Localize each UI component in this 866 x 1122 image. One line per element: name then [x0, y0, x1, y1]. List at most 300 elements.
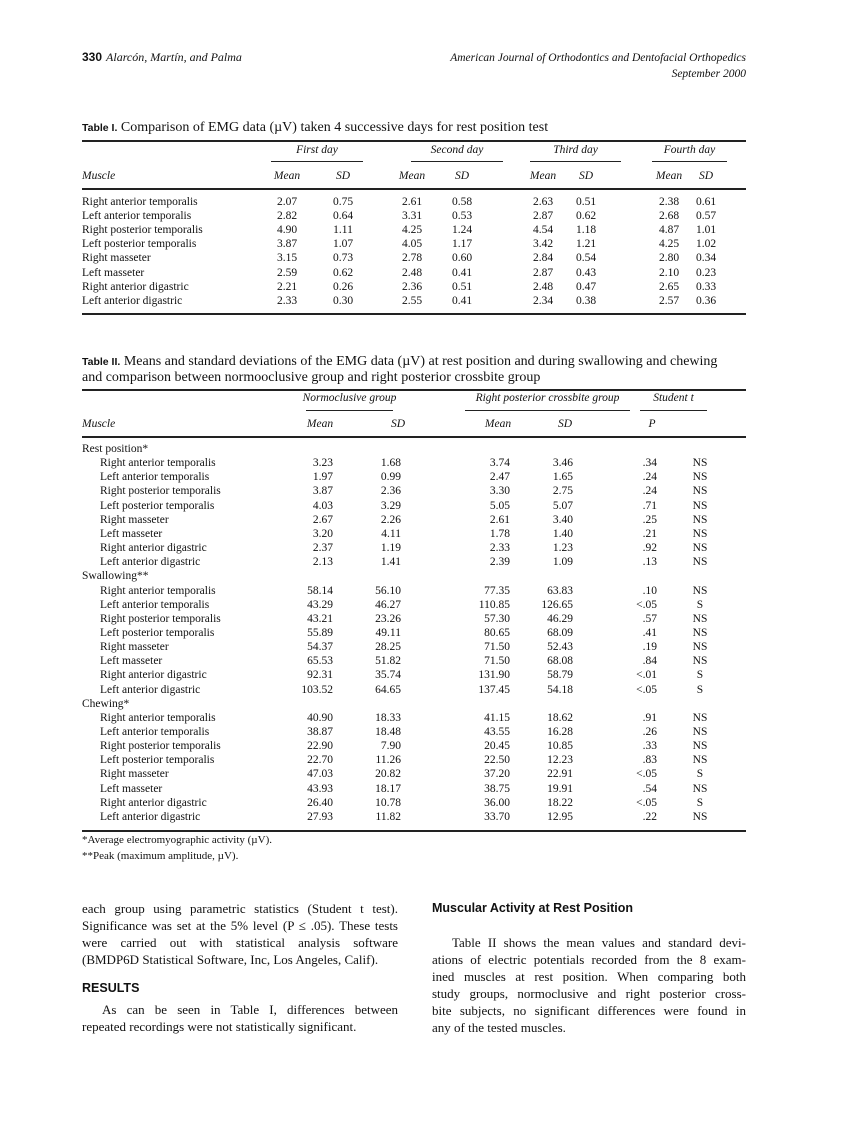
table-cell: 52.43 — [547, 641, 573, 654]
text-line: (BMDP6D Statistical Software, Inc, Los Angeles, Calif). — [82, 952, 379, 967]
paragraph-rest-position — [432, 934, 746, 1036]
table-cell: <.05 — [636, 683, 657, 696]
table-cell: .22 — [642, 810, 657, 823]
table-cell: <.01 — [636, 669, 657, 682]
table-cell: 18.62 — [547, 711, 573, 724]
table-cell: 7.90 — [380, 740, 401, 753]
section-label: Swallowing** — [82, 570, 149, 583]
significance: NS — [692, 726, 708, 738]
table-cell: .25 — [642, 513, 657, 526]
table-cell: 2.75 — [552, 485, 573, 498]
column-header: P — [648, 418, 656, 430]
text-line: each group using parametric statistics (Student t test). — [82, 901, 398, 916]
table-cell: 2.33 — [489, 542, 510, 555]
table-cell: 137.45 — [478, 683, 510, 696]
table-cell: 0.23 — [695, 266, 717, 279]
table-cell: 1.65 — [552, 471, 573, 484]
table-cell: 1.18 — [575, 224, 597, 237]
significance: NS — [692, 556, 708, 569]
column-header: Mean — [273, 170, 301, 182]
table-cell: 18.22 — [547, 796, 573, 809]
column-group-header: Normoclusive group — [302, 392, 397, 404]
table-cell: 3.29 — [380, 499, 401, 512]
table-cell: 35.74 — [375, 669, 401, 682]
table-cell: 3.40 — [552, 513, 573, 526]
table-cell: .84 — [642, 655, 657, 668]
table-cell: .26 — [642, 726, 657, 738]
table-cell: 2.78 — [401, 252, 423, 265]
column-group-header: Right posterior crossbite group — [475, 392, 620, 404]
table-cell: 77.35 — [484, 584, 510, 597]
section-label: Rest position* — [82, 443, 149, 455]
table-cell: 3.74 — [489, 457, 510, 470]
table-cell: 0.26 — [332, 280, 354, 293]
table-cell: 43.55 — [484, 726, 510, 738]
table-cell: 3.31 — [401, 210, 423, 223]
significance: NS — [692, 810, 708, 823]
table-cell: <.05 — [636, 598, 657, 611]
table-cell: 19.91 — [547, 782, 573, 795]
significance: NS — [692, 626, 708, 639]
muscle-name: Right anterior temporalis — [82, 196, 198, 208]
table-cell: 2.47 — [489, 471, 510, 484]
table-cell: 1.68 — [380, 457, 401, 470]
authors: Alarcón, Martín, and Palma — [106, 50, 242, 64]
table-cell: 12.23 — [547, 754, 573, 767]
table-cell: .19 — [642, 641, 657, 654]
table-cell: 2.48 — [401, 266, 423, 279]
significance: NS — [692, 542, 708, 555]
column-group-underline — [411, 161, 503, 162]
table-cell: 4.11 — [381, 527, 401, 540]
table-cell: 3.87 — [312, 485, 333, 498]
section-heading: Muscular Activity at Rest Position — [432, 901, 633, 915]
table-cell: 2.38 — [658, 196, 680, 208]
table-cell: 26.40 — [307, 796, 333, 809]
table-cell: 11.26 — [375, 754, 401, 767]
table-cell: 22.90 — [307, 740, 333, 753]
table1-top-rule — [82, 140, 746, 142]
table-cell: 2.59 — [276, 266, 298, 279]
table-cell: 1.40 — [552, 527, 573, 540]
column-header: Mean — [306, 418, 334, 430]
column-header: Mean — [655, 170, 683, 182]
table1-bottom-rule — [82, 313, 746, 315]
table2-header-rule — [82, 436, 746, 438]
column-header: Mean — [484, 418, 512, 430]
column-header: SD — [698, 170, 714, 182]
text-line: ined muscles at rest position. When comparing both — [432, 969, 746, 984]
table-cell: .41 — [642, 626, 657, 639]
muscle-name: Left anterior digastric — [82, 294, 183, 307]
table-cell: 0.43 — [575, 266, 597, 279]
table-cell: 1.07 — [332, 238, 354, 251]
footnote-2: **Peak (maximum amplitude, µV). — [82, 850, 239, 862]
significance: NS — [692, 471, 708, 484]
table-cell: .83 — [642, 754, 657, 767]
table-cell: .10 — [642, 584, 657, 597]
muscle-name: Left anterior temporalis — [100, 726, 210, 738]
muscle-name: Right posterior temporalis — [82, 224, 203, 237]
table-cell: .13 — [642, 556, 657, 569]
table-cell: 2.36 — [380, 485, 401, 498]
table-cell: .24 — [642, 485, 657, 498]
muscle-name: Left anterior digastric — [100, 683, 201, 696]
table-cell: 1.23 — [552, 542, 573, 555]
table-cell: 2.36 — [401, 280, 423, 293]
table-cell: 0.58 — [451, 196, 473, 208]
table-cell: 11.82 — [375, 810, 401, 823]
table-cell: 4.90 — [276, 224, 298, 237]
table2-caption: Table II. Means and standard deviations of the EMG data (µV) at rest position and during swallowing and chewing and comparison between normooclusive group and right posterior crossbite group — [82, 354, 718, 385]
table-cell: 38.75 — [484, 782, 510, 795]
table-cell: 1.09 — [552, 556, 573, 569]
table-cell: 57.30 — [484, 612, 510, 625]
table-cell: 65.53 — [307, 655, 333, 668]
column-group-header: Fourth day — [663, 144, 716, 156]
column-header: Mean — [398, 170, 426, 182]
significance: NS — [692, 740, 708, 753]
table-cell: 2.21 — [276, 280, 298, 293]
muscle-name: Right anterior temporalis — [100, 584, 216, 597]
table-cell: 0.41 — [451, 294, 473, 307]
table-cell: 2.37 — [312, 542, 333, 555]
muscle-header: Muscle — [82, 418, 116, 430]
muscle-header: Muscle — [82, 170, 116, 182]
column-group-header: Second day — [430, 144, 484, 156]
table-cell: 20.45 — [484, 740, 510, 753]
table-cell: 5.07 — [552, 499, 573, 512]
table-cell: 0.41 — [451, 266, 473, 279]
running-header-left — [82, 50, 242, 65]
table-cell: 33.70 — [484, 810, 510, 823]
significance: NS — [692, 485, 708, 498]
column-group-header: Third day — [553, 144, 598, 156]
table-cell: 18.33 — [375, 711, 401, 724]
table-cell: 2.61 — [401, 196, 423, 208]
significance: NS — [692, 527, 708, 540]
table-cell: 43.21 — [307, 612, 333, 625]
table-cell: 4.03 — [312, 499, 333, 512]
significance: NS — [692, 612, 708, 625]
muscle-name: Right posterior temporalis — [100, 485, 221, 498]
table-cell: 126.65 — [541, 598, 573, 611]
table-cell: 64.65 — [375, 683, 401, 696]
table-cell: 54.18 — [547, 683, 573, 696]
table-cell: 0.60 — [451, 252, 473, 265]
table-cell: 131.90 — [478, 669, 510, 682]
muscle-name: Right anterior digastric — [100, 796, 207, 809]
table-cell: 2.87 — [532, 210, 554, 223]
significance: NS — [692, 499, 708, 512]
table-cell: 2.07 — [276, 196, 298, 208]
table-cell: .21 — [642, 527, 657, 540]
column-header: SD — [390, 418, 406, 430]
table-cell: 0.30 — [332, 294, 354, 307]
table-cell: 46.29 — [547, 612, 573, 625]
muscle-name: Left masseter — [100, 527, 163, 540]
table-cell: <.05 — [636, 796, 657, 809]
table-cell: 55.89 — [307, 626, 333, 639]
table2-bottom-rule — [82, 830, 746, 832]
muscle-name: Right posterior temporalis — [100, 740, 221, 753]
table-cell: 110.85 — [478, 598, 510, 611]
muscle-name: Right anterior temporalis — [100, 457, 216, 470]
table-cell: 10.85 — [547, 740, 573, 753]
table-cell: 38.87 — [307, 726, 333, 738]
paragraph-results — [82, 1001, 398, 1035]
table-cell: 1.41 — [380, 556, 401, 569]
column-header: SD — [454, 170, 470, 182]
significance: S — [696, 683, 704, 696]
table-cell: 5.05 — [489, 499, 510, 512]
running-header-right — [450, 50, 746, 82]
text-line: study groups, normoclusive and right posterior cross- — [432, 986, 746, 1001]
table-cell: 2.55 — [401, 294, 423, 307]
table-cell: 0.38 — [575, 294, 597, 307]
muscle-name: Left anterior digastric — [100, 556, 201, 569]
text-line: As can be seen in Table I, differences between — [102, 1002, 398, 1017]
column-group-underline — [271, 161, 363, 162]
table-cell: 1.02 — [695, 238, 717, 251]
table-cell: 68.09 — [547, 626, 573, 639]
table-cell: 0.51 — [575, 196, 597, 208]
column-header: SD — [578, 170, 594, 182]
table2-top-rule — [82, 389, 746, 391]
table1-caption: Table I. Comparison of EMG data (µV) taken 4 successive days for rest position test — [82, 120, 549, 135]
table-cell: 0.33 — [695, 280, 717, 293]
table-cell: 37.20 — [484, 768, 510, 781]
muscle-name: Right anterior digastric — [100, 669, 207, 682]
table-cell: 40.90 — [307, 711, 333, 724]
table-cell: 2.61 — [489, 513, 510, 526]
text-line: Table II shows the mean values and standard devi- — [452, 935, 746, 950]
muscle-name: Left masseter — [82, 266, 145, 279]
table-cell: 1.78 — [489, 527, 510, 540]
footnote-1: *Average electromyographic activity (µV). — [82, 834, 272, 846]
table-cell: 0.53 — [451, 210, 473, 223]
table-cell: .91 — [642, 711, 657, 724]
table-cell: 2.84 — [532, 252, 554, 265]
muscle-name: Right anterior temporalis — [100, 711, 216, 724]
table-cell: 0.54 — [575, 252, 597, 265]
table-cell: 43.29 — [307, 598, 333, 611]
table-cell: 0.62 — [332, 266, 354, 279]
text-line: any of the tested muscles. — [432, 1020, 566, 1035]
table-cell: 0.47 — [575, 280, 597, 293]
table-cell: 2.80 — [658, 252, 680, 265]
table-cell: 4.87 — [658, 224, 680, 237]
body-right-column — [432, 900, 746, 1036]
significance: S — [696, 669, 704, 682]
table-cell: .71 — [642, 499, 657, 512]
muscle-name: Right anterior digastric — [82, 280, 189, 293]
table-cell: 2.26 — [380, 513, 401, 526]
table-cell: 3.30 — [489, 485, 510, 498]
table-cell: 2.34 — [532, 294, 554, 307]
table1-header-rule — [82, 188, 746, 190]
journal-name: American Journal of Orthodontics and Dentofacial Orthopedics — [450, 52, 746, 64]
significance: S — [696, 768, 704, 781]
table-cell: .33 — [642, 740, 657, 753]
significance: NS — [692, 584, 708, 597]
issue-date: September 2000 — [671, 68, 746, 80]
table-cell: 4.05 — [401, 238, 423, 251]
table-cell: 54.37 — [307, 641, 333, 654]
column-header: SD — [335, 170, 351, 182]
table-cell: 80.65 — [484, 626, 510, 639]
column-header: Mean — [529, 170, 557, 182]
table-cell: 43.93 — [307, 782, 333, 795]
column-group-underline — [465, 410, 630, 411]
results-heading: RESULTS — [82, 981, 140, 995]
table-cell: 12.95 — [547, 810, 573, 823]
text-line: were carried out with statistical analysis software — [82, 935, 398, 950]
section-label: Chewing* — [82, 697, 130, 710]
page-number: 330 — [82, 50, 103, 64]
table-cell: 28.25 — [375, 641, 401, 654]
column-group-underline — [306, 410, 393, 411]
table-cell: .24 — [642, 471, 657, 484]
table-cell: 2.82 — [276, 210, 298, 223]
table-cell: 4.54 — [532, 224, 554, 237]
table-cell: .92 — [642, 542, 657, 555]
table-cell: 0.34 — [695, 252, 717, 265]
column-group-underline — [652, 161, 727, 162]
table-cell: 0.73 — [332, 252, 354, 265]
table-cell: 1.21 — [575, 238, 597, 251]
table-cell: 18.48 — [375, 726, 401, 738]
column-group-underline — [530, 161, 621, 162]
table-cell: 3.42 — [532, 238, 554, 251]
muscle-name: Left posterior temporalis — [100, 754, 215, 767]
muscle-name: Right anterior digastric — [100, 542, 207, 555]
table-cell: 2.63 — [532, 196, 554, 208]
table-cell: 2.39 — [489, 556, 510, 569]
table-cell: 0.62 — [575, 210, 597, 223]
table-cell: 3.20 — [312, 527, 333, 540]
significance: NS — [692, 711, 708, 724]
table-cell: 2.68 — [658, 210, 680, 223]
table-cell: 2.87 — [532, 266, 554, 279]
table-cell: 2.33 — [276, 294, 298, 307]
muscle-name: Right masseter — [100, 641, 169, 654]
table-cell: 2.65 — [658, 280, 680, 293]
paragraph-methods — [82, 900, 398, 968]
table-cell: 92.31 — [307, 669, 333, 682]
muscle-name: Left posterior temporalis — [100, 499, 215, 512]
table-cell: 2.10 — [658, 266, 680, 279]
significance: NS — [692, 655, 708, 668]
table-cell: 18.17 — [375, 782, 401, 795]
muscle-name: Right masseter — [82, 252, 151, 265]
column-group-header: Student t — [653, 392, 694, 404]
table-cell: 1.19 — [380, 542, 401, 555]
table-cell: 0.99 — [380, 471, 401, 484]
table-cell: .54 — [642, 782, 657, 795]
table-cell: 20.82 — [375, 768, 401, 781]
column-group-underline — [640, 410, 707, 411]
table-cell: 3.87 — [276, 238, 298, 251]
table-cell: 2.67 — [312, 513, 333, 526]
text-line: Significance was set at the 5% level (P ≤ .05). These tests — [82, 918, 398, 933]
muscle-name: Left masseter — [100, 782, 163, 795]
significance: NS — [692, 641, 708, 654]
muscle-name: Left posterior temporalis — [82, 238, 197, 251]
table-cell: 3.23 — [312, 457, 333, 470]
table-cell: 4.25 — [401, 224, 423, 237]
table-cell: 0.57 — [695, 210, 717, 223]
table-cell: 1.01 — [695, 224, 717, 237]
muscle-name: Right posterior temporalis — [100, 612, 221, 625]
table-cell: 36.00 — [484, 796, 510, 809]
table-cell: 71.50 — [484, 655, 510, 668]
table-cell: 23.26 — [375, 612, 401, 625]
table-cell: .57 — [642, 612, 657, 625]
table-cell: 2.48 — [532, 280, 554, 293]
text-line: ations of electric potentials recorded from the 8 exam- — [432, 952, 746, 967]
table-cell: 27.93 — [307, 810, 333, 823]
significance: S — [696, 796, 704, 809]
table-cell: <.05 — [636, 768, 657, 781]
muscle-name: Left anterior temporalis — [100, 598, 210, 611]
text-line: repeated recordings were not statistically significant. — [82, 1019, 357, 1034]
table-cell: 46.27 — [375, 598, 401, 611]
table-cell: 0.64 — [332, 210, 354, 223]
table-cell: 2.57 — [658, 294, 680, 307]
table-cell: 1.24 — [451, 224, 473, 237]
table-cell: 71.50 — [484, 641, 510, 654]
table-cell: 103.52 — [301, 683, 333, 696]
table-cell: 68.08 — [547, 655, 573, 668]
table-cell: 0.51 — [451, 280, 473, 293]
significance: NS — [692, 782, 708, 795]
significance: NS — [692, 513, 708, 526]
table-cell: 1.11 — [333, 224, 353, 237]
table-cell: 56.10 — [375, 584, 401, 597]
table-cell: 0.75 — [332, 196, 354, 208]
muscle-name: Left anterior temporalis — [100, 471, 210, 484]
table-cell: 0.36 — [695, 294, 717, 307]
table-cell: 58.14 — [307, 584, 333, 597]
table-cell: 49.11 — [375, 626, 401, 639]
table-cell: 22.91 — [547, 768, 573, 781]
muscle-name: Right masseter — [100, 513, 169, 526]
muscle-name: Left masseter — [100, 655, 163, 668]
table-cell: 1.17 — [451, 238, 473, 251]
muscle-name: Left posterior temporalis — [100, 626, 215, 639]
table-cell: 41.15 — [484, 711, 510, 724]
table-cell: 63.83 — [547, 584, 573, 597]
table-cell: 4.25 — [658, 238, 680, 251]
table-cell: 3.15 — [276, 252, 298, 265]
muscle-name: Left anterior temporalis — [82, 210, 192, 223]
table-cell: 58.79 — [547, 669, 573, 682]
significance: NS — [692, 457, 708, 470]
table-cell: 2.13 — [312, 556, 333, 569]
table-cell: 16.28 — [547, 726, 573, 738]
column-header: SD — [557, 418, 573, 430]
table-cell: 22.50 — [484, 754, 510, 767]
table-cell: 10.78 — [375, 796, 401, 809]
table-cell: 47.03 — [307, 768, 333, 781]
table-cell: 0.61 — [695, 196, 717, 208]
significance: S — [696, 598, 704, 611]
table-cell: 3.46 — [552, 457, 573, 470]
muscle-name: Left anterior digastric — [100, 810, 201, 823]
significance: NS — [692, 754, 708, 767]
text-line: bite subjects, no significant differences were found in — [432, 1003, 746, 1018]
